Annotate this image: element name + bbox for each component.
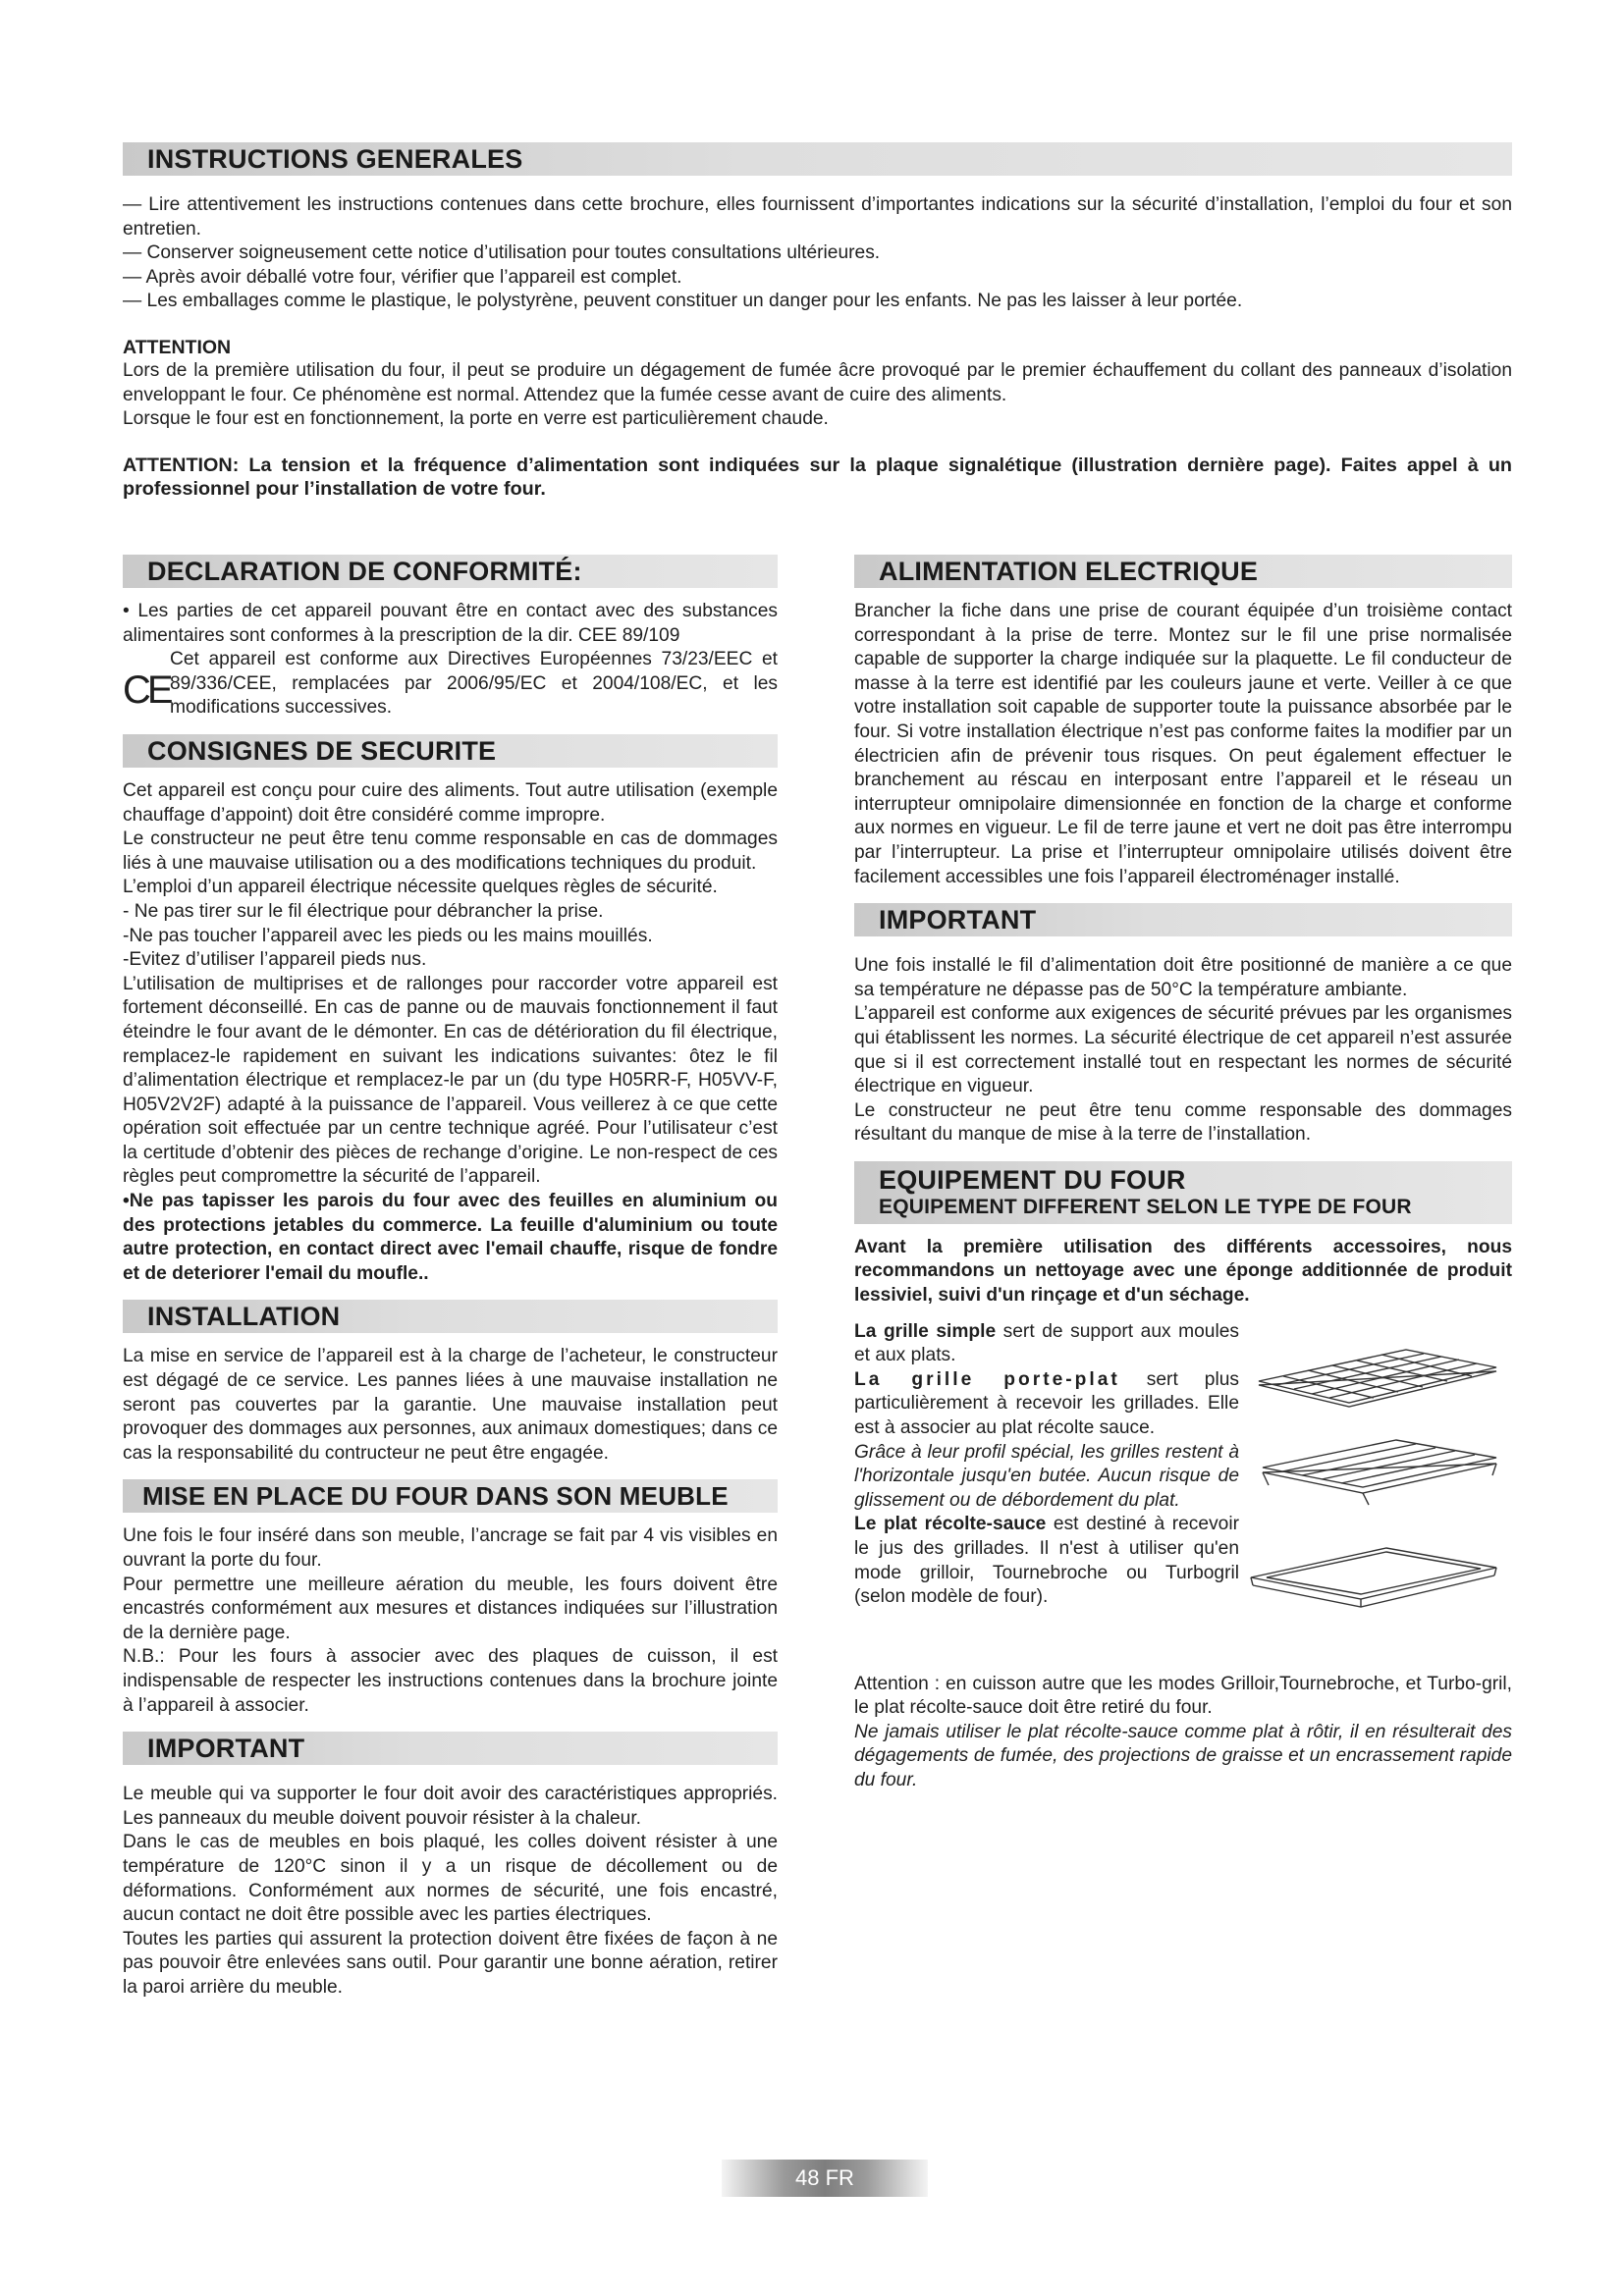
equipment-accessories	[854, 1320, 1512, 1649]
plat-text: est destiné à recevoir le jus des grillades. Il n'est à utiliser qu'en mode grilloir, Tournebroche ou Turbogril (selon modèle de four).	[854, 1514, 1239, 1608]
important-left-title: IMPORTANT	[123, 1732, 778, 1765]
installation-title: INSTALLATION	[123, 1300, 778, 1333]
furniture-title: MISE EN PLACE DU FOUR DANS SON MEUBLE	[123, 1479, 778, 1513]
attention-voltage: ATTENTION: La tension et la fréquence d’alimentation sont indiquées sur la plaque signalétique (illustration dernière page). Faites appel à un professionnel pour l’installation de votre four.	[123, 454, 1512, 501]
grille-italic-note: Grâce à leur profil spécial, les grilles restent à l'horizontale jusqu'en butée. Aucun risque de glissement ou de débordement du plat.	[854, 1441, 1239, 1511]
general-item-2: — Conserver soigneusement cette notice d’utilisation pour toutes consultations ultérieures.	[123, 242, 881, 264]
conformity-text-2: Cet appareil est conforme aux Directives Européennes 73/23/EEC et 89/336/CEE, remplacées par 2006/95/EC et 2004/108/EC, et les modifications successives.	[170, 649, 778, 719]
safety-line-7: L’utilisation de multiprises et de rallonges pour raccorder votre appareil est fortement déconseillé. En cas de panne ou de mauvais fonctionnement il faut éteindre le four avant de le démonter. En cas de détérioration du fil électrique, remplacez-le rapidement en suivant les indications suivantes: ôtez le fil d’alimentation électrique et remplacez-le par un (du type H05RR-F, H05VV-F, H05V2V2F) adapté à la puissance de l’appareil. Vous veillerez à ce que cette opération soit effectuée par un centre technique agréé. Pour l’utilisateur c’est la certitude d’obtenir des pièces de rechange d’origine. Le non-respect de ces règles peut compromettre la sécurité de l’appareil.	[123, 973, 778, 1188]
left-column	[123, 555, 778, 2001]
general-title: INSTRUCTIONS GENERALES	[123, 142, 1512, 176]
safety-line-5: -Ne pas toucher l’appareil avec les pieds ou les mains mouillés.	[123, 925, 653, 946]
safety-title: CONSIGNES DE SECURITE	[123, 734, 778, 768]
accessory-drawings	[1239, 1320, 1512, 1644]
power-title: ALIMENTATION ELECTRIQUE	[854, 555, 1512, 588]
simple-grid-illustration	[1259, 1350, 1496, 1407]
furniture-line-2: Pour permettre une meilleure aération du meuble, les fours doivent être encastrés conformément aux mesures et distances indiquées sur l’illustration de la dernière page.	[123, 1574, 778, 1643]
important-right-line-2: L’appareil est conforme aux exigences de sécurité prévues par les organismes qui établissent les normes. La sécurité électrique de cet appareil n’est assurée que si il est correctement installé tout en respectant les normes de sécurité électrique en vigueur.	[854, 1003, 1512, 1097]
safety-line-1: Cet appareil est conçu pour cuire des aliments. Tout autre utilisation (exemple chauffage d’appoint) doit être considéré comme impropre.	[123, 779, 778, 826]
power-text: Brancher la fiche dans une prise de courant équipée d’un troisième contact correspondant à la prise de terre. Montez sur le fil une prise normalisée capable de supporter la charge indiquée sur la plaquette. Le fil conducteur de masse à la terre est identifié par les couleurs jaune et verte. Veiller à ce que votre installation soit capable de supporter toute la puissance absorbée par le four. Si votre installation électrique n’est pas conforme faites la modifier par un électricien afin de prévenir tous risques. On peut également effectuer le branchement au réscau en interposant entre l’appareil et le réseau un interrupteur omnipolaire dimensionnée en fonction de la charge et conforme aux normes en vigueur. Le fil de terre jaune et vert ne doit pas être interrompu par l’interrupteur. La prise et l’interrupteur omnipolaire utilisés doivent être facilement accessibles une fois l’appareil électroménager installé.	[854, 601, 1512, 887]
grille-text: sert de support aux moules et aux plats.	[854, 1320, 1239, 1366]
equipment-attention: Attention : en cuisson autre que les modes Grilloir,Tournebroche, et Turbo-gril, le plat récolte-sauce doit être retiré du four.	[854, 1673, 1512, 1719]
conformity-title: DECLARATION DE CONFORMITÉ:	[123, 555, 778, 588]
general-item-3: — Après avoir déballé votre four, vérifier que l’appareil est complet.	[123, 266, 682, 288]
porte-plat-text: sert plus particulièrement à recevoir les grillades. Elle est à associer au plat récolte sauce.	[854, 1368, 1239, 1439]
safety-line-2: Le constructeur ne peut être tenu comme responsable en cas de dommages liés à une mauvaise utilisation ou a des modifications techniques du produit.	[123, 828, 778, 874]
equipment-text-column	[854, 1320, 1239, 1649]
general-item-4: — Les emballages comme le plastique, le polystyrène, peuvent constituer un danger pour les enfants. Ne pas les laisser à leur portée.	[123, 291, 1243, 312]
attention-heading: ATTENTION	[123, 336, 232, 358]
attention-line-1: Lors de la première utilisation du four, il peut se produire un dégagement de fumée âcre provoqué par le premier échauffement du collant des panneaux d’isolation enveloppant le four. Ce phénomène est normal. Attendez que la fumée cesse avant de cuire des aliments.	[123, 359, 1512, 405]
page-number: 48 FR	[722, 2160, 928, 2197]
porte-plat-label: La grille porte-plat	[854, 1368, 1120, 1390]
equipment-intro: Avant la première utilisation des différents accessoires, nous recommandons un nettoyage avec une éponge additionnée de produit lessiviel, suivi d'un rinçage et d'un séchage.	[854, 1236, 1512, 1307]
important-left-line-3: Toutes les parties qui assurent la protection doivent être fixées de façon à ne pas pouvoir être enlevées sans outil. Pour garantir une bonne aération, retirer la paroi arrière du meuble.	[123, 1928, 778, 1998]
important-left-line-2: Dans le cas de meubles en bois plaqué, les colles doivent résister à une température de 120°C sinon il y a un risque de décollement ou de déformations. Conformément aux normes de sécurité, une fois encastré, aucun contact ne doit être possible avec les parties électriques.	[123, 1832, 778, 1926]
accessory-illustrations	[1239, 1320, 1512, 1649]
equipment-subtitle: EQUIPEMENT DIFFERENT SELON LE TYPE DE FOUR	[879, 1195, 1412, 1218]
safety-line-6: -Evitez d’utiliser l’appareil pieds nus.	[123, 949, 427, 971]
porte-plat-grid-illustration	[1263, 1440, 1496, 1505]
important-right-line-1: Une fois installé le fil d’alimentation doit être positionné de manière a ce que sa température ne dépasse pas de 50°C la température ambiante.	[854, 955, 1512, 1000]
safety-line-4: - Ne pas tirer sur le fil électrique pour débrancher la prise.	[123, 900, 604, 922]
safety-bold-note: •Ne pas tapisser les parois du four avec des feuilles en aluminium ou des protections jetables du commerce. La feuille d'aluminium ou toute autre protection, en contact direct avec l'email chauffe, risque de fondre et de deteriorer l'email du moufle..	[123, 1191, 778, 1284]
attention-line-2: Lorsque le four est en fonctionnement, la porte en verre est particulièrement chaude.	[123, 408, 829, 430]
general-item-1: — Lire attentivement les instructions contenues dans cette brochure, elles fournissent d’importantes indications sur la sécurité d’installation, l’emploi du four et son entretien.	[123, 194, 1512, 240]
conformity-text-1: • Les parties de cet appareil pouvant être en contact avec des substances alimentaires sont conformes à la prescription de la dir. CEE 89/109	[123, 601, 778, 646]
equipment-italic-warning: Ne jamais utiliser le plat récolte-sauce comme plat à rôtir, il en résulterait des dégagements de fumée, des projections de graisse et un encrassement rapide du four.	[854, 1721, 1512, 1791]
equipment-title-block	[854, 1161, 1512, 1224]
plat-recolte-sauce-illustration	[1251, 1548, 1496, 1607]
plat-label: Le plat récolte-sauce	[854, 1514, 1047, 1535]
safety-line-3: L’emploi d’un appareil électrique nécessite quelques règles de sécurité.	[123, 877, 718, 898]
important-right-title: IMPORTANT	[854, 903, 1512, 936]
right-column	[854, 555, 1512, 1793]
grille-label: La grille simple	[854, 1320, 997, 1342]
furniture-line-3: N.B.: Pour les fours à associer avec des plaques de cuisson, il est indispensable de respecter les instructions contenues dans la brochure jointe à l’appareil à associer.	[123, 1646, 778, 1716]
important-right-line-3: Le constructeur ne peut être tenu comme responsable des dommages résultant du manque de mise à la terre de l’installation.	[854, 1099, 1512, 1146]
ce-mark-icon: CE	[123, 668, 170, 713]
general-section	[123, 142, 1512, 502]
equipment-title: EQUIPEMENT DU FOUR	[879, 1164, 1186, 1195]
important-left-line-1: Le meuble qui va supporter le four doit avoir des caractéristiques appropriés. Les panneaux du meuble doivent pouvoir résister à la chaleur.	[123, 1784, 778, 1829]
ce-block	[123, 648, 778, 721]
installation-text: La mise en service de l’appareil est à la charge de l’acheteur, le constructeur est dégagé de ce service. Les pannes liées à une mauvaise installation ne seront pas couvertes par la garantie. Une mauvaise installation peut provoquer des dommages aux personnes, aux animaux domestiques; dans ce cas la responsabilité du contructeur ne peut être engagée.	[123, 1346, 778, 1464]
furniture-line-1: Une fois le four inséré dans son meuble, l’ancrage se fait par 4 vis visibles en ouvrant la porte du four.	[123, 1525, 778, 1571]
